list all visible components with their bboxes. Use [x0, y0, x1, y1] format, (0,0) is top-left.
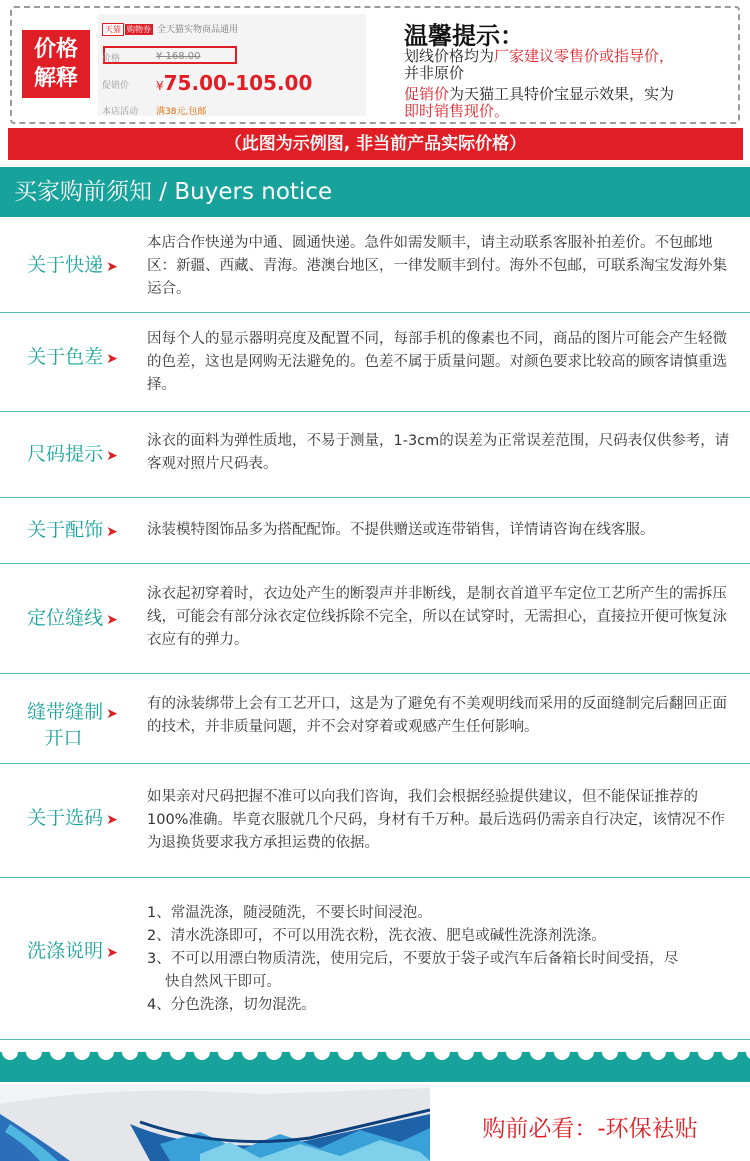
notice-row-seam: [0, 564, 750, 674]
notice-row-size-selection: [0, 764, 750, 878]
scallop-dot: [458, 1044, 474, 1060]
footer-title: 购前必看：-环保袪贴: [482, 1116, 698, 1142]
tip-line3: [404, 86, 674, 102]
promo-currency: ¥: [156, 79, 164, 93]
scallop-dot: [578, 1044, 594, 1060]
row-text: 泳装模特图饰品多为搭配配饰。不提供赠送或连带销售，详情请咨询在线客服。: [147, 522, 655, 538]
notice-row-accessories: [0, 498, 750, 564]
scallop-dot: [50, 1044, 66, 1060]
row-label: 关于色差 ➤: [27, 346, 118, 368]
voucher-badge: 购物券: [127, 25, 151, 34]
scallop-dot: [218, 1044, 234, 1060]
scallop-dot: [386, 1044, 402, 1060]
notice-row-size: [0, 412, 750, 498]
notice-row-washing: [0, 878, 750, 1040]
scallop-dot: [338, 1044, 354, 1060]
scallop-dot: [2, 1044, 18, 1060]
row-label: 关于选码 ➤: [27, 807, 118, 829]
scallop-dot: [410, 1044, 426, 1060]
row-label: 尺码提示 ➤: [27, 443, 118, 465]
scallop-dot: [26, 1044, 42, 1060]
scallop-dot: [314, 1044, 330, 1060]
scallop-dot: [194, 1044, 210, 1060]
arrow-icon: ➤: [106, 945, 118, 961]
tip-line3-a: 促销价: [404, 85, 450, 103]
arrow-icon: ➤: [106, 612, 118, 628]
example-image-banner: （此图为示例图, 非当前产品实际价格）: [8, 128, 743, 160]
price-demo-screenshot: [98, 14, 366, 116]
voucher-text: 全天猫实物商品通用: [157, 25, 239, 35]
list-item: 快自然风干即可。: [165, 974, 281, 990]
promo-price: [156, 71, 312, 95]
scallop-dot: [674, 1044, 690, 1060]
notice-row-color: [0, 313, 750, 412]
list-item: 3、不可以用漂白物质清洗，使用完后，不要放于袋子或汽车后备箱长时间受捂，尽: [147, 951, 679, 967]
swimsuit-fabric-image: [0, 1084, 430, 1161]
price-explain-tag: [22, 30, 90, 98]
voucher-row: [102, 22, 238, 36]
scallop-dot: [362, 1044, 378, 1060]
notice-row-shipping: [0, 217, 750, 313]
scallop-dot: [506, 1044, 522, 1060]
tmall-badge: 天猫: [102, 23, 124, 36]
arrow-icon: ➤: [106, 351, 118, 367]
scallop-dot: [722, 1044, 738, 1060]
promo-price-value: 75.00-105.00: [163, 71, 313, 95]
row-text: 如果亲对尺码把握不准可以向我们咨询，我们会根据经验提供建议，但不能保证推荐的100%准确。毕竟衣服就几个尺码，身材有千万种。最后选码仍需亲自行决定，该情况不作为退换货要求我方承担运费的依据。: [147, 789, 725, 851]
scallop-dot: [146, 1044, 162, 1060]
activity-label: 本店活动: [102, 107, 139, 117]
list-item: 1、常温洗涤，随浸随洗，不要长时间浸泡。: [147, 905, 432, 921]
price-explanation-box: [10, 6, 740, 124]
price-tag-line2: 解释: [33, 66, 78, 91]
arrow-icon: ➤: [106, 259, 118, 275]
row-label: 关于配饰 ➤: [27, 519, 118, 541]
tip-title: 温馨提示：: [404, 22, 524, 50]
tip-line3-b: 为天猫工具特价宝显示效果，实为: [449, 85, 675, 103]
scallop-dot: [122, 1044, 138, 1060]
scallop-dot: [98, 1044, 114, 1060]
arrow-icon: ➤: [106, 706, 118, 722]
row-text: 泳衣的面料为弹性质地，不易于测量，1-3cm的误差为正常误差范围，尺码表仅供参考，请客观对照片尺码表。: [147, 433, 730, 472]
row-text: 泳衣起初穿着时，衣边处产生的断裂声并非断线，是制衣首道平车定位工艺所产生的需拆压线，可能会有部分泳衣定位线拆除不完全，所以在试穿时，无需担心，直接拉开便可恢复泳衣应有的弹力。: [147, 586, 727, 648]
list-item: 2、清水洗涤即可，不可以用洗衣粉，洗衣液、肥皂或碱性洗涤剂洗涤。: [147, 928, 606, 944]
promo-label: 促销价: [102, 81, 130, 91]
price-tag-line1: 价格: [33, 37, 78, 62]
row-text: 因每个人的显示器明亮度及配置不同，每部手机的像素也不同，商品的图片可能会产生轻微的色差，这也是网购无法避免的。色差不属于质量问题。对颜色要求比较高的顾客请慎重选择。: [147, 331, 727, 393]
scallop-dot: [242, 1044, 258, 1060]
activity-text: 满38元,包邮: [156, 107, 207, 117]
row-label: 关于快递 ➤: [27, 254, 118, 276]
original-price: ¥ 168.00: [156, 51, 201, 62]
scallop-dot: [482, 1044, 498, 1060]
washing-list: [147, 902, 735, 1017]
scallop-dot: [434, 1044, 450, 1060]
arrow-icon: ➤: [106, 448, 118, 464]
scallop-dot: [290, 1044, 306, 1060]
tip-line1-a: 划线价格均为: [404, 47, 495, 65]
scallop-dot: [746, 1044, 750, 1060]
scallop-dot: [74, 1044, 90, 1060]
tip-line1-b: 厂家建议零售价或指导价，: [494, 47, 675, 65]
scallop-dot: [530, 1044, 546, 1060]
row-label: 定位缝线 ➤: [27, 607, 118, 629]
notice-row-strap-opening: [0, 674, 750, 764]
price-label: 价格: [102, 54, 121, 64]
scallop-dot: [170, 1044, 186, 1060]
scallop-dot: [266, 1044, 282, 1060]
row-label: 缝带缝制 ➤ 开口: [27, 701, 118, 749]
scallop-dot: [602, 1044, 618, 1060]
scallop-dot: [650, 1044, 666, 1060]
scalloped-divider: [0, 1052, 750, 1082]
scallop-dot: [626, 1044, 642, 1060]
row-text: 有的泳装绑带上会有工艺开口，这是为了避免有不美观明线而采用的反面缝制完后翻回正面的技术，并非质量问题，并不会对穿着或观感产生任何影响。: [147, 696, 727, 735]
buyers-notice-header: 买家购前须知 / Buyers notice: [0, 167, 750, 217]
scallop-dot: [698, 1044, 714, 1060]
list-item: 4、分色洗涤，切勿混洗。: [147, 997, 316, 1013]
row-label: 洗涤说明 ➤: [27, 940, 118, 962]
tip-line4: 即时销售现价。: [404, 102, 510, 120]
row-text: 本店合作快递为中通、圆通快递。急件如需发顺丰，请主动联系客服补拍差价。不包邮地区：新疆、西藏、青海。港澳台地区，一律发顺丰到付。海外不包邮，可联系淘宝发海外集运合。: [147, 235, 727, 297]
scallop-dot: [554, 1044, 570, 1060]
arrow-icon: ➤: [106, 524, 118, 540]
tip-line1: [404, 48, 674, 64]
arrow-icon: ➤: [106, 812, 118, 828]
tip-line2: 并非原价: [404, 64, 465, 82]
swimsuit-photo: [0, 1084, 430, 1161]
